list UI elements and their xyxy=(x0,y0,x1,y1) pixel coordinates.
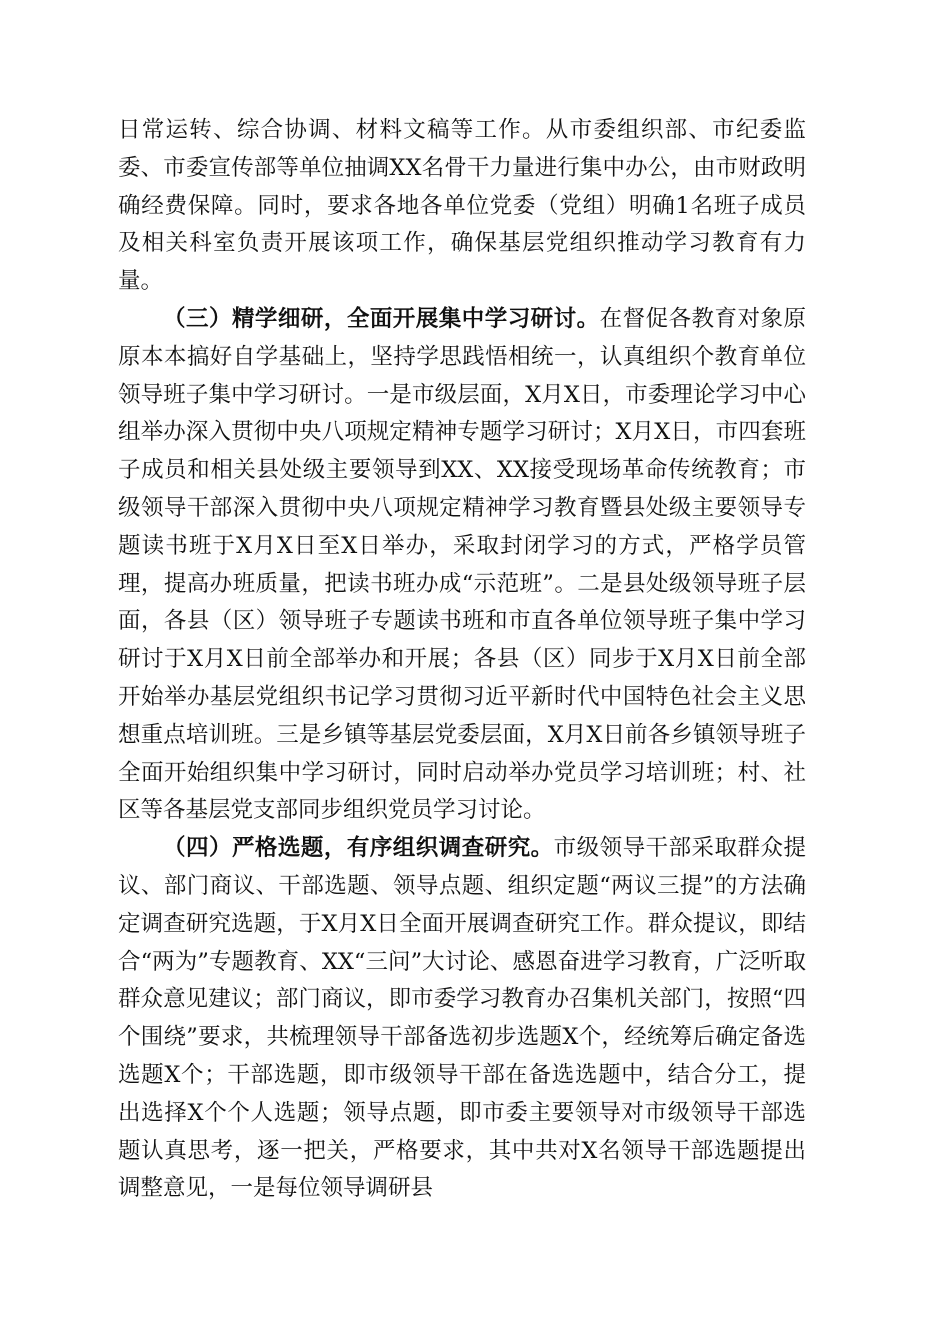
paragraph-3 xyxy=(118,830,806,1208)
document-page xyxy=(118,112,806,1208)
paragraph-3-text: 市级领导干部采取群众提议、部门商议、干部选题、领导点题、组织定题“两议三提”的方法确定调查研究选题，于X月X日全面开展调查研究工作。群众提议，即结合“两为”专题教育、XX“三问”大讨论、感恩奋进学习教育，广泛听取群众意见建议；部门商议，即市委学习教育办召集机关部门，按照“四个围绕”要求，共梳理领导干部备选初步选题X个，经统筹后确定备选选题X个；干部选题，即市级领导干部在备选选题中，结合分工，提出选择X个个人选题；领导点题，即市委主要领导对市级领导干部选题认真思考，逐一把关，严格要求，其中共对X名领导干部选题提出调整意见，一是每位领导调研县 xyxy=(118,835,806,1202)
paragraph-1-text: 日常运转、综合协调、材料文稿等工作。从市委组织部、市纪委监委、市委宣传部等单位抽调XX名骨干力量进行集中办公，由市财政明确经费保障。同时，要求各地各单位党委（党组）明确1名班子成员及相关科室负责开展该项工作，确保基层党组织推动学习教育有力量。 xyxy=(118,117,806,295)
section-heading-3: （三）精学细研，全面开展集中学习研讨。 xyxy=(163,305,600,332)
paragraph-2-text: 在督促各教育对象原原本本搞好自学基础上，坚持学思践悟相统一，认真组织个教育单位领导班子集中学习研讨。一是市级层面，X月X日，市委理论学习中心组举办深入贯彻中央八项规定精神专题学习研讨；X月X日，市四套班子成员和相关县处级主要领导到XX、XX接受现场革命传统教育；市级领导干部深入贯彻中央八项规定精神学习教育暨县处级主要领导专题读书班于X月X日至X日举办，采取封闭学习的方式，严格学员管理，提高办班质量，把读书班办成“示范班”。二是县处级领导班子层面，各县（区）领导班子专题读书班和市直各单位领导班子集中学习研讨于X月X日前全部举办和开展；各县（区）同步于X月X日前全部开始举办基层党组织书记学习贯彻习近平新时代中国特色社会主义思想重点培训班。三是乡镇等基层党委层面，X月X日前各乡镇领导班子全面开始组织集中学习研讨，同时启动举办党员学习培训班；村、社区等各基层党支部同步组织党员学习讨论。 xyxy=(118,305,806,824)
paragraph-1 xyxy=(118,112,806,301)
section-heading-4: （四）严格选题，有序组织调查研究。 xyxy=(163,835,554,862)
paragraph-2 xyxy=(118,301,806,830)
